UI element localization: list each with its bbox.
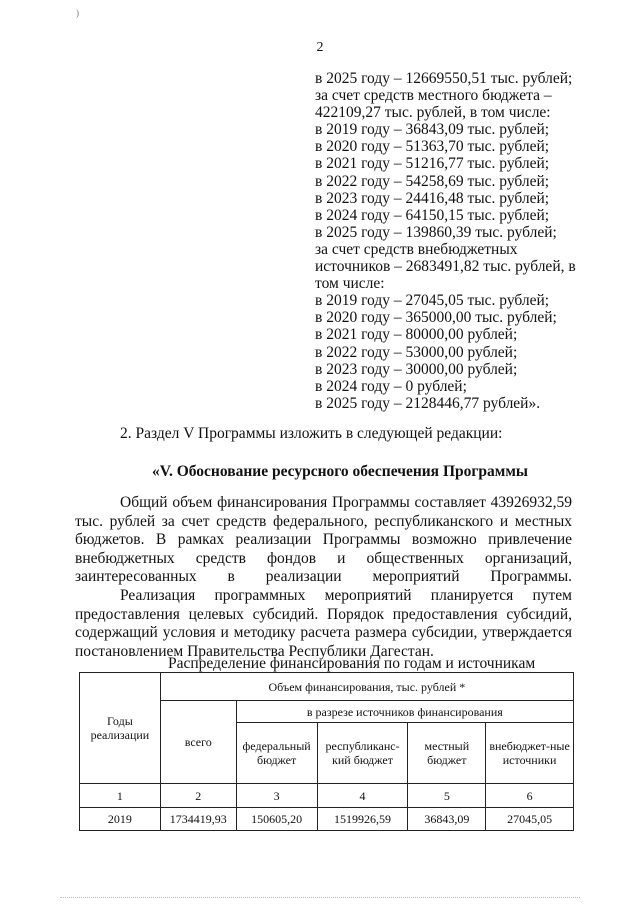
paragraph-total-financing: Общий объем финансирования Программы составляет 43926932,59 тыс. рублей за счет средств федерального, республиканского и местных бюджетов. В рамках реализации Программы возможно привлечение внебюджетных средств фондов и общественных организаций, заинтересованных в реализации мероприятий Программы. [75,494,572,585]
financing-line: за счет средств местного бюджета – [315,87,552,105]
financing-line: в 2021 году – 80000,00 рублей; [315,326,518,344]
column-number: 5 [408,784,486,808]
financing-line: в 2019 году – 27045,05 тыс. рублей; [315,292,550,310]
financing-line: в 2020 году – 365000,00 тыс. рублей; [315,309,557,327]
cell-year: 2019 [80,808,161,831]
scan-mark: ) [76,8,79,18]
column-number-row [80,784,574,808]
header-federal: федеральный бюджет [236,723,317,784]
financing-line: 422109,27 тыс. рублей, в том числе: [315,104,551,122]
cell-local: 36843,09 [408,808,486,831]
financing-line: том числе: [315,275,385,293]
header-volume: Объем финансирования, тыс. рублей * [160,673,573,701]
table-caption: Распределение финансирования по годам и источникам [168,655,536,672]
section-instruction: 2. Раздел V Программы изложить в следующей редакции: [120,425,503,442]
paragraph-subsidies: Реализация программных мероприятий планируется путем предоставления целевых субсидий. Порядок предоставления субсидий, содержащий условия и методику расчета размера субсидии, утверждается постановлением Правительства Республики Дагестан. [75,587,572,660]
page-number: 2 [316,40,324,55]
header-sources: в разрезе источников финансирования [236,701,573,723]
financing-line: в 2025 году – 2128446,77 рублей». [315,394,541,412]
financing-line: источников – 2683491,82 тыс. рублей, в [315,258,576,276]
column-number: 6 [486,784,574,808]
section-title: «V. Обоснование ресурсного обеспечения Программы [152,463,528,480]
financing-line: за счет средств внебюджетных [315,240,518,258]
financing-line: в 2025 году – 12669550,51 тыс. рублей; [315,70,573,87]
header-local: местный бюджет [408,723,486,784]
header-years: Годы реализации [80,673,161,784]
financing-table [79,672,574,831]
scan-edge-line [60,897,580,898]
financing-line: в 2019 году – 36843,09 тыс. рублей; [315,121,550,139]
header-total: всего [160,701,236,784]
cell-extrabudgetary: 27045,05 [486,808,574,831]
financing-line: в 2021 году – 51216,77 тыс. рублей; [315,155,550,173]
cell-federal: 150605,20 [236,808,317,831]
column-number: 4 [317,784,408,808]
financing-line: в 2022 году – 54258,69 тыс. рублей; [315,172,550,190]
column-number: 3 [236,784,317,808]
table-header-row [80,673,574,701]
header-republic: республиканс-кий бюджет [317,723,408,784]
column-number: 1 [80,784,161,808]
cell-republic: 1519926,59 [317,808,408,831]
financing-line: в 2024 году – 64150,15 тыс. рублей; [315,206,550,224]
financing-list [315,70,580,412]
financing-line: в 2022 году – 53000,00 рублей; [315,343,518,361]
cell-total: 1734419,93 [160,808,236,831]
financing-line: в 2023 году – 24416,48 тыс. рублей; [315,189,550,207]
financing-line: в 2020 году – 51363,70 тыс. рублей; [315,138,550,156]
financing-line: в 2025 году – 139860,39 тыс. рублей; [315,223,557,241]
financing-line: в 2023 году – 30000,00 рублей; [315,360,518,378]
column-number: 2 [160,784,236,808]
table-row [80,808,574,831]
header-extrabudgetary: внебюджет-ные источники [486,723,574,784]
financing-line: в 2024 году – 0 рублей; [315,377,467,395]
